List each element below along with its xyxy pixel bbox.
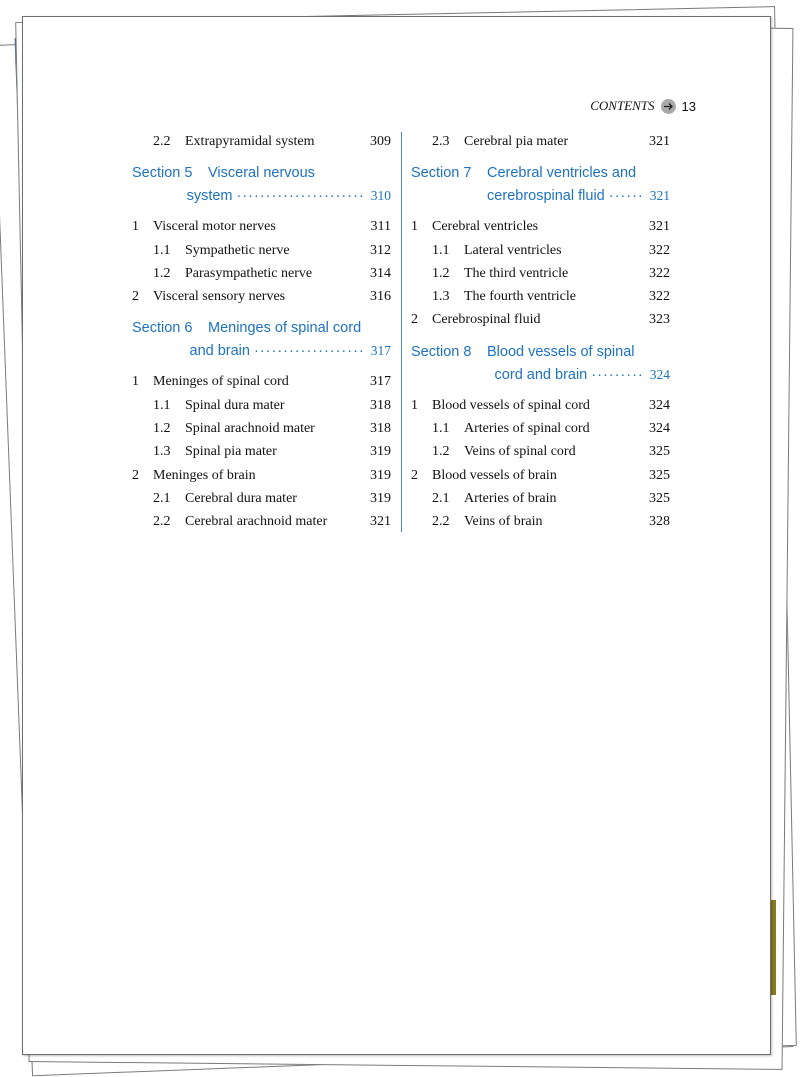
column-divider	[401, 132, 402, 532]
entry-page: 321	[649, 134, 670, 149]
entry-number: 2.3	[432, 134, 450, 149]
entry-page: 324	[649, 397, 670, 413]
entry-number: 1.2	[153, 421, 171, 437]
toc-entry[interactable]	[411, 263, 670, 286]
toc-entry[interactable]	[132, 263, 391, 286]
section-title-line2: and brain	[189, 343, 250, 360]
section-title-line2: cord and brain	[494, 366, 588, 383]
section-label: Section 6	[132, 320, 193, 337]
section-heading-line	[411, 344, 635, 360]
entry-number: 1	[132, 374, 139, 390]
section-page: 317	[370, 343, 391, 359]
toc-left-column	[132, 131, 391, 535]
leader-dots: ······	[608, 188, 644, 205]
toc-entry[interactable]	[411, 216, 670, 239]
entry-title: Arteries of brain	[464, 490, 557, 506]
section-heading-line	[411, 165, 636, 181]
entry-title: Arteries of spinal cord	[464, 421, 590, 437]
entry-page: 325	[649, 490, 670, 506]
toc-section-heading[interactable]	[132, 162, 391, 208]
toc-entry[interactable]	[132, 395, 391, 418]
section-title-line1: Meninges of spinal cord	[208, 320, 362, 337]
section-heading-line	[187, 188, 391, 204]
entry-page: 322	[649, 265, 670, 281]
section-label: Section 5	[132, 165, 193, 182]
toc-entry[interactable]	[411, 395, 670, 418]
toc-right-column	[411, 131, 670, 535]
entry-page: 319	[370, 490, 391, 506]
running-header	[590, 98, 696, 114]
entry-title: Cerebral dura mater	[185, 490, 297, 506]
entry-title: Visceral sensory nerves	[153, 289, 286, 305]
entry-page: 309	[370, 134, 391, 149]
entry-number: 1.2	[432, 265, 450, 281]
entry-page: 311	[370, 219, 391, 235]
entry-title: Extrapyramidal system	[185, 134, 315, 149]
entry-page: 322	[649, 289, 670, 305]
entry-title: Meninges of brain	[153, 467, 256, 483]
entry-title: Spinal arachnoid mater	[185, 421, 315, 437]
entry-page: 319	[370, 467, 391, 483]
toc-entry[interactable]	[132, 441, 391, 464]
entry-page: 318	[370, 397, 391, 413]
section-label: Section 7	[411, 165, 472, 182]
entry-number: 1.1	[432, 421, 450, 437]
entry-title: Sympathetic nerve	[185, 242, 290, 258]
entry-number: 2	[132, 289, 139, 305]
entry-title: Visceral motor nerves	[153, 219, 276, 235]
arrow-right-icon	[661, 99, 676, 114]
entry-title: Spinal dura mater	[185, 397, 285, 413]
toc-section-heading[interactable]	[411, 162, 670, 208]
entry-page: 319	[370, 444, 391, 460]
section-title-line1: Visceral nervous	[208, 165, 315, 182]
section-heading-line	[132, 320, 361, 336]
entry-title: Cerebral ventricles	[432, 219, 539, 235]
entry-page: 324	[649, 421, 670, 437]
entry-number: 1	[132, 219, 139, 235]
toc-entry[interactable]	[411, 131, 670, 154]
toc-entry[interactable]	[132, 286, 391, 309]
entry-page: 322	[649, 242, 670, 258]
section-page: 310	[370, 188, 391, 204]
entry-page: 317	[370, 374, 391, 390]
section-label: Section 8	[411, 343, 472, 360]
toc-entry[interactable]	[132, 488, 391, 511]
section-heading-line	[487, 188, 670, 204]
entry-page: 323	[649, 312, 670, 328]
entry-number: 1.2	[432, 444, 450, 460]
toc-entry[interactable]	[411, 488, 670, 511]
entry-title: Veins of spinal cord	[464, 444, 576, 460]
entry-page: 318	[370, 421, 391, 437]
entry-title: Blood vessels of spinal cord	[432, 397, 590, 413]
entry-page: 325	[649, 467, 670, 483]
entry-number: 2	[411, 467, 418, 483]
toc-entry[interactable]	[411, 465, 670, 488]
entry-title: Cerebral pia mater	[464, 134, 569, 149]
entry-number: 2.2	[432, 514, 450, 530]
entry-number: 2.1	[432, 490, 450, 506]
entry-title: The third ventricle	[464, 265, 569, 281]
entry-number: 1.2	[153, 265, 171, 281]
entry-number: 1.3	[153, 444, 171, 460]
toc-section-heading[interactable]	[132, 317, 391, 363]
entry-number: 1.1	[153, 242, 171, 258]
toc-section-heading[interactable]	[411, 341, 670, 387]
entry-number: 2.2	[153, 514, 171, 530]
toc-entry[interactable]	[132, 131, 391, 154]
toc-entry[interactable]	[411, 418, 670, 441]
section-title-line1: Cerebral ventricles and	[487, 165, 637, 182]
entry-number: 2	[132, 467, 139, 483]
toc-entry[interactable]	[132, 371, 391, 394]
entry-page: 316	[370, 289, 391, 305]
entry-title: Lateral ventricles	[464, 242, 562, 258]
entry-number: 1.1	[153, 397, 171, 413]
section-title-line2: cerebrospinal fluid	[487, 188, 605, 205]
entry-title: Meninges of spinal cord	[153, 374, 289, 390]
entry-page: 312	[370, 242, 391, 258]
entry-title: The fourth ventricle	[464, 289, 576, 305]
entry-number: 1	[411, 219, 418, 235]
toc-entry[interactable]	[132, 216, 391, 239]
header-page-number: 13	[681, 98, 696, 114]
entry-number: 2.2	[153, 134, 171, 149]
toc-entry[interactable]	[411, 309, 670, 332]
toc-entry[interactable]	[411, 286, 670, 309]
toc-entry[interactable]	[132, 240, 391, 263]
entry-title: Cerebral arachnoid mater	[185, 514, 328, 530]
section-page: 324	[649, 366, 670, 382]
section-title-line2: system	[186, 188, 233, 205]
leader-dots: ···················	[254, 343, 365, 360]
entry-number: 2.1	[153, 490, 171, 506]
toc-entry[interactable]	[411, 240, 670, 263]
leader-dots: ·········	[591, 366, 644, 383]
entry-number: 2	[411, 312, 418, 328]
entry-title: Blood vessels of brain	[432, 467, 557, 483]
header-label: CONTENTS	[590, 98, 655, 113]
toc-entry[interactable]	[132, 418, 391, 441]
toc-entry[interactable]	[132, 465, 391, 488]
toc-entry[interactable]	[132, 511, 391, 534]
entry-page: 314	[370, 265, 391, 281]
entry-title: Veins of brain	[464, 514, 543, 530]
section-title-line1: Blood vessels of spinal	[487, 343, 635, 360]
entry-number: 1.1	[432, 242, 450, 258]
entry-page: 325	[649, 444, 670, 460]
entry-page: 321	[370, 514, 391, 530]
entry-title: Spinal pia mater	[185, 444, 277, 460]
toc-entry[interactable]	[411, 441, 670, 464]
section-page: 321	[649, 188, 670, 204]
entry-page: 321	[649, 219, 670, 235]
section-heading-line	[132, 165, 315, 181]
section-heading-line	[495, 367, 670, 383]
entry-number: 1	[411, 397, 418, 413]
entry-title: Parasympathetic nerve	[185, 265, 313, 281]
entry-title: Cerebrospinal fluid	[432, 312, 541, 328]
toc-entry[interactable]	[411, 511, 670, 534]
entry-number: 1.3	[432, 289, 450, 305]
entry-page: 328	[649, 514, 670, 530]
leader-dots: ······················	[236, 188, 365, 205]
section-heading-line	[190, 343, 392, 359]
